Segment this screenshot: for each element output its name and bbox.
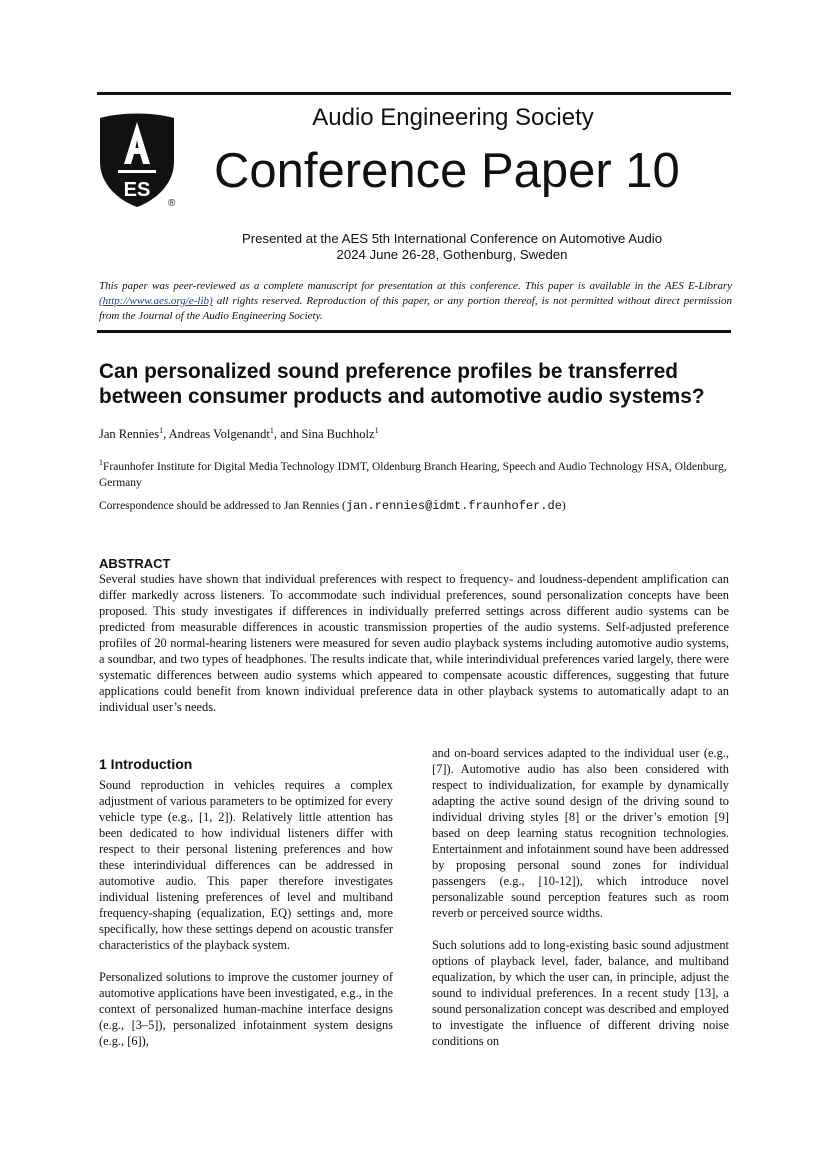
paper-title: Can personalized sound preference profiles be transferred between consumer products and automotive audio systems? bbox=[99, 360, 705, 408]
right-column bbox=[432, 745, 729, 1065]
aes-logo bbox=[96, 112, 178, 208]
presented-at bbox=[97, 231, 807, 263]
abstract-heading: ABSTRACT bbox=[99, 556, 171, 571]
author-list bbox=[99, 426, 379, 442]
affiliation bbox=[99, 455, 733, 491]
author-sup: 1 bbox=[159, 426, 164, 435]
header-rule bbox=[97, 330, 731, 333]
affiliation-text: Fraunhofer Institute for Digital Media Technology IDMT, Oldenburg Branch Hearing, Speech and Audio Technology HSA, Oldenburg, Germany bbox=[99, 460, 727, 489]
paragraph: and on-board services adapted to the individual user (e.g., [7]). Automotive audio has also been considered with respect to individualization, for example by dynamically adapting the active sound design of the driving sound to individual driving styles [8] or the driver’s emotion [9] based on deep learning status recognition technologies. Entertainment and infotainment sound have been addressed by proposing personal sound zones for individual passengers (e.g., [10-12]), which introduce novel personalizable sound perception features such as room reverb or perceived source widths. bbox=[432, 746, 729, 920]
correspondence bbox=[99, 499, 566, 513]
presented-line-2: 2024 June 26-28, Gothenburg, Sweden bbox=[336, 247, 568, 262]
top-rule bbox=[97, 92, 731, 95]
author-sup: 1 bbox=[374, 426, 379, 435]
e-library-link[interactable]: (http://www.aes.org/e-lib) bbox=[99, 295, 213, 307]
author-name: Jan Rennies bbox=[99, 427, 160, 442]
author-sup: 1 bbox=[269, 426, 274, 435]
society-name: Audio Engineering Society bbox=[312, 104, 594, 131]
correspondence-prefix: Correspondence should be addressed to Jan Rennies ( bbox=[99, 500, 346, 512]
peer-review-text-end: all rights reserved. Reproduction of this paper, or any portion thereof, is not permitted without direct permission from the Journal of the Audio Engineering Society. bbox=[99, 295, 732, 322]
svg-text:ES: ES bbox=[123, 179, 151, 201]
abstract-body: Several studies have shown that individual preferences with respect to frequency- and loudness-dependent amplification can differ markedly across listeners. To accommodate such individual preferences, sound personalization concepts have been proposed. This study investigates if differences in individually preferred settings across different audio systems can be predicted from measurable differences in acoustic transmission properties of the audio systems. Self-adjusted preference profiles of 20 normal-hearing listeners were measured for seven audio playback systems including automotive audio systems, a soundbar, and two types of headphones. The results indicate that, while interindividual preferences varied largely, there were systematic differences between audio systems which appeared to compensate acoustic differences, suggesting that future applications could benefit from known individual preference data in other playback systems to automatically adapt to an individual user’s needs. bbox=[99, 572, 729, 714]
section-heading-introduction: 1 Introduction bbox=[99, 756, 193, 772]
author-separator: , and bbox=[273, 427, 302, 442]
affiliation-sup: 1 bbox=[99, 458, 103, 467]
paragraph: Such solutions add to long-existing basic sound adjustment options of playback level, fader, balance, and multiband equalization, by which the user can, in principle, adjust the sound to individual preferences. In a recent study [13], a sound personalization concept was described and employed to investigate the influence of different driving noise conditions on bbox=[432, 938, 729, 1048]
peer-review-notice bbox=[99, 279, 732, 324]
conference-title: Conference Paper 10 bbox=[214, 144, 680, 198]
correspondence-suffix: ) bbox=[561, 500, 566, 512]
paragraph: Sound reproduction in vehicles requires a complex adjustment of various parameters to be optimized for every vehicle type (e.g., [1, 2]). Relatively little attention has been dedicated to how individual listeners differ with respect to their personal listening preferences and how these interindividual differences can be addressed in automotive audio. This paper therefore investigates individual listening preferences of level and multiband frequency-shaping (equalization, EQ) settings and, more specifically, how these settings depend on acoustic transfer characteristics of the playback system. bbox=[99, 778, 393, 952]
paragraph: Personalized solutions to improve the customer journey of automotive applications have been investigated, e.g., in the context of personalized human-machine interface designs (e.g., [3–5]), personalized infotainment system designs (e.g., [6]), bbox=[99, 970, 393, 1048]
left-column bbox=[99, 777, 393, 1065]
correspondence-email[interactable]: jan.rennies@idmt.fraunhofer.de bbox=[345, 499, 562, 513]
author-name: Andreas Volgenandt bbox=[168, 427, 270, 442]
author-name: Sina Buchholz bbox=[301, 427, 375, 442]
author-separator: , bbox=[163, 427, 169, 442]
presented-line-1: Presented at the AES 5th International Conference on Automotive Audio bbox=[241, 231, 663, 246]
peer-review-text: This paper was peer-reviewed as a complete manuscript for presentation at this conference. This paper is available in the AES E-Library bbox=[99, 280, 732, 292]
svg-text:®: ® bbox=[168, 198, 176, 208]
